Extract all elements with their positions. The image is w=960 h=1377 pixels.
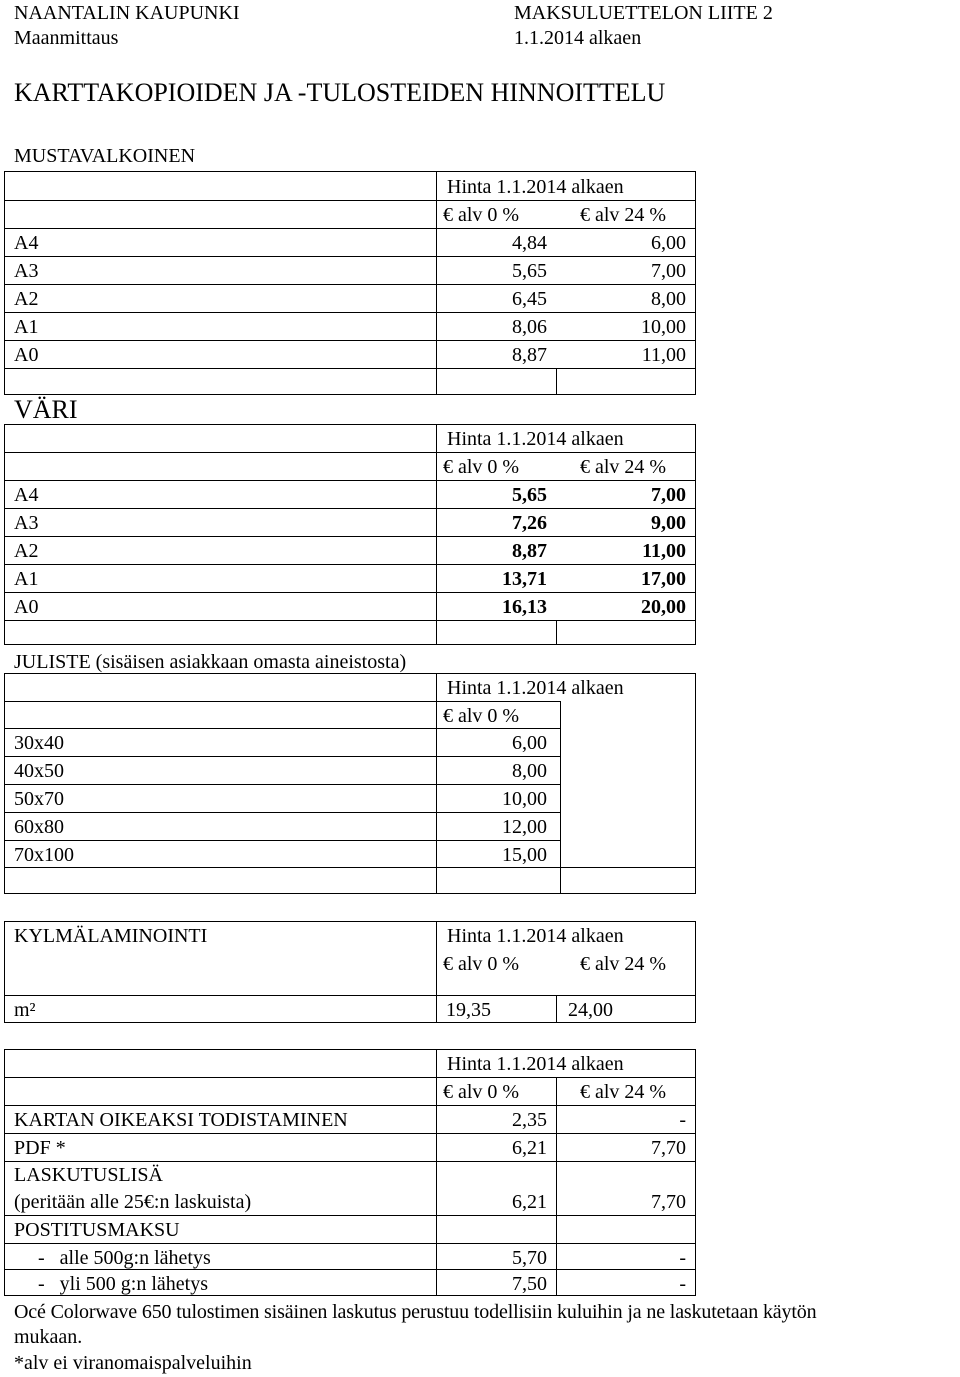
postage-large-vat24: -	[679, 1273, 686, 1295]
appendix-label: MAKSULUETTELON LIITE 2	[514, 2, 773, 24]
services-col-vat0: € alv 0 %	[443, 1081, 520, 1103]
color-col-vat24: € alv 24 %	[580, 456, 667, 478]
lamination-heading: KYLMÄLAMINOINTI	[14, 925, 208, 947]
bw-col-vat0: € alv 0 %	[443, 204, 520, 226]
table-row-vat0: 8,87	[512, 344, 547, 366]
table-row-vat24: 7,00	[651, 260, 686, 282]
table-row-vat0: 8,06	[512, 316, 547, 338]
footer-note-cont: mukaan.	[14, 1326, 83, 1348]
table-row-size: 50x70	[14, 788, 64, 810]
postage-large-label: - yli 500 g:n lähetys	[38, 1273, 208, 1295]
table-row-size: 40x50	[14, 760, 64, 782]
certify-label: KARTAN OIKEAKSI TODISTAMINEN	[14, 1109, 348, 1131]
footer-note: Océ Colorwave 650 tulostimen sisäinen laskutus perustuu todellisiin kuluihin ja ne laskutetaan käytön	[14, 1301, 817, 1323]
bw-heading: MUSTAVALKOINEN	[14, 145, 196, 167]
pdf-vat0: 6,21	[512, 1137, 547, 1159]
table-row-size: A0	[14, 344, 39, 366]
table-row-vat24: 7,00	[651, 484, 686, 506]
table-row-size: 70x100	[14, 844, 74, 866]
billing-sub-label: (peritään alle 25€:n laskuista)	[14, 1191, 252, 1213]
services-price-header: Hinta 1.1.2014 alkaen	[447, 1053, 624, 1075]
page-title: KARTTAKOPIOIDEN JA -TULOSTEIDEN HINNOITTELU	[14, 78, 666, 107]
billing-vat0: 6,21	[512, 1191, 547, 1213]
table-row-vat0: 13,71	[502, 568, 547, 590]
poster-heading: JULISTE (sisäisen asiakkaan omasta aineistosta)	[14, 651, 407, 673]
table-row-size: 30x40	[14, 732, 64, 754]
postage-large-vat0: 7,50	[512, 1273, 547, 1295]
table-row-vat0: 6,45	[512, 288, 547, 310]
table-row-vat0: 7,26	[512, 512, 547, 534]
billing-vat24: 7,70	[651, 1191, 686, 1213]
table-row-vat0: 12,00	[502, 816, 547, 838]
org-name: NAANTALIN KAUPUNKI	[14, 2, 240, 24]
postage-small-label: - alle 500g:n lähetys	[38, 1247, 211, 1269]
table-row-vat0: 10,00	[502, 788, 547, 810]
bw-col-vat24: € alv 24 %	[580, 204, 667, 226]
footer-vat-note: *alv ei viranomaispalveluihin	[14, 1352, 252, 1374]
services-col-vat24: € alv 24 %	[580, 1081, 667, 1103]
table-row-vat0: 5,65	[512, 484, 547, 506]
table-row-vat24: 11,00	[641, 344, 686, 366]
table-row-size: A3	[14, 260, 39, 282]
lamination-col-vat0: € alv 0 %	[443, 953, 520, 975]
color-price-header: Hinta 1.1.2014 alkaen	[447, 428, 624, 450]
postage-label: POSTITUSMAKSU	[14, 1219, 180, 1241]
table-row-vat0: 8,00	[512, 760, 547, 782]
table-row-size: A1	[14, 316, 39, 338]
table-row-vat24: 9,00	[651, 512, 686, 534]
table-row-size: A2	[14, 540, 39, 562]
lamination-col-vat24: € alv 24 %	[580, 953, 667, 975]
poster-col-vat0: € alv 0 %	[443, 705, 520, 727]
lamination-unit: m²	[14, 999, 36, 1021]
lamination-price-header: Hinta 1.1.2014 alkaen	[447, 925, 624, 947]
table-row-size: 60x80	[14, 816, 64, 838]
table-row-vat0: 6,00	[512, 732, 547, 754]
table-row-vat0: 16,13	[502, 596, 547, 618]
table-row-vat0: 15,00	[502, 844, 547, 866]
certify-vat24: -	[679, 1109, 686, 1131]
table-row-vat0: 8,87	[512, 540, 547, 562]
table-row-vat0: 4,84	[512, 232, 547, 254]
postage-small-vat0: 5,70	[512, 1247, 547, 1269]
table-row-size: A1	[14, 568, 39, 590]
table-row-size: A2	[14, 288, 39, 310]
table-row-vat24: 11,00	[642, 540, 686, 562]
table-row-vat24: 8,00	[651, 288, 686, 310]
department: Maanmittaus	[14, 27, 119, 49]
table-row-size: A4	[14, 232, 39, 254]
pdf-label: PDF *	[14, 1137, 66, 1159]
color-col-vat0: € alv 0 %	[443, 456, 520, 478]
table-row-vat0: 5,65	[512, 260, 547, 282]
table-row-vat24: 17,00	[641, 568, 686, 590]
table-row-vat24: 20,00	[641, 596, 686, 618]
postage-small-vat24: -	[679, 1247, 686, 1269]
poster-price-header: Hinta 1.1.2014 alkaen	[447, 677, 624, 699]
color-heading: VÄRI	[14, 395, 78, 424]
certify-vat0: 2,35	[512, 1109, 547, 1131]
bw-price-header: Hinta 1.1.2014 alkaen	[447, 176, 624, 198]
pdf-vat24: 7,70	[651, 1137, 686, 1159]
table-row-size: A0	[14, 596, 39, 618]
billing-label: LASKUTUSLISÄ	[14, 1164, 163, 1186]
lamination-vat0: 19,35	[446, 999, 491, 1021]
table-row-size: A4	[14, 484, 39, 506]
table-row-vat24: 6,00	[651, 232, 686, 254]
table-row-vat24: 10,00	[641, 316, 686, 338]
table-row-size: A3	[14, 512, 39, 534]
valid-from: 1.1.2014 alkaen	[514, 27, 642, 49]
lamination-vat24: 24,00	[568, 999, 613, 1021]
